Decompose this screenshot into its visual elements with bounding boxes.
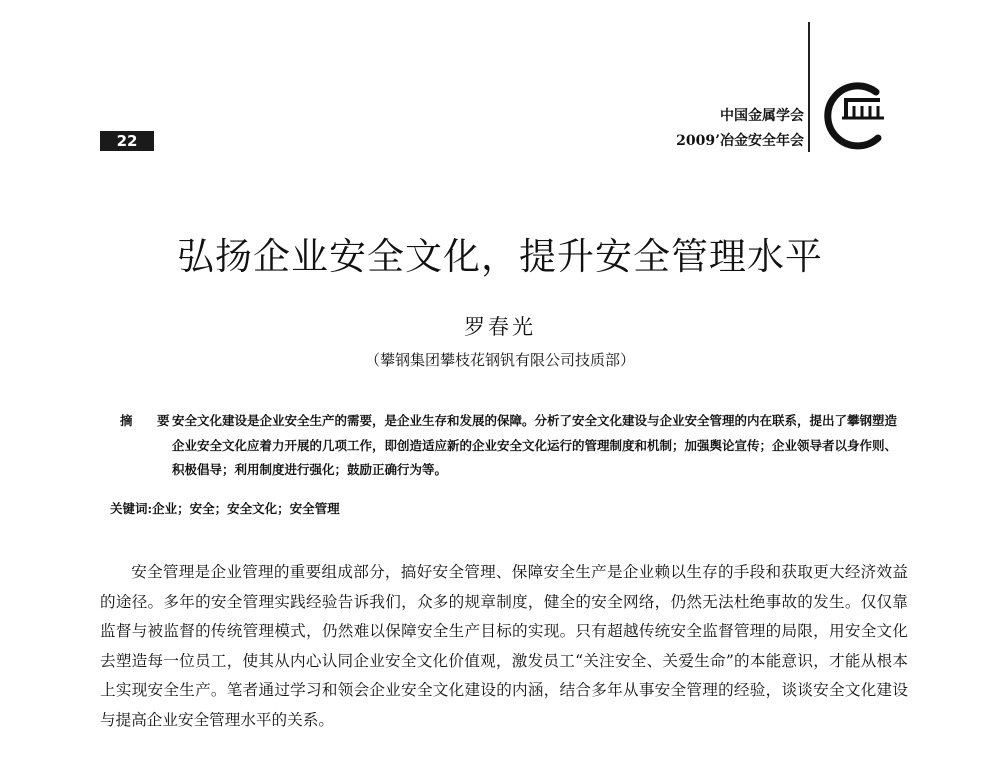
keywords xyxy=(110,499,900,517)
society-name: 中国金属学会 xyxy=(720,108,804,124)
abstract xyxy=(110,409,900,483)
abstract-text: 安全文化建设是企业安全生产的需要，是企业生存和发展的保障。分析了安全文化建设与企业安全管理的内在联系，提出了攀钢塑造企业安全文化应着力开展的几项工作，即创造适应新的企业安全文化运行的管理制度和机制；加强舆论宣传；企业领导者以身作则、积极倡导；利用制度进行强化；鼓励正确行为等。 xyxy=(172,413,898,477)
author-name: 罗春光 xyxy=(464,315,536,339)
body-paragraph: 安全管理是企业管理的重要组成部分，搞好安全管理、保障安全生产是企业赖以生存的手段和获取更大经济效益的途径。多年的安全管理实践经验告诉我们，众多的规章制度，健全的安全网络，仍然无法杜绝事故的发生。仅仅靠监督与被监督的传统管理模式，仍然难以保障安全生产目标的实现。只有超越传统安全监督管理的局限，用安全文化去塑造每一位员工，使其从内心认同企业安全文化价值观，激发员工“关注安全、关爱生命”的本能意识，才能从根本上实现安全生产。笔者通过学习和领会企业安全文化建设的内涵，结合多年从事安全管理的经验，谈谈安全文化建设与提高企业安全管理水平的关系。 xyxy=(100,563,908,729)
keywords-label: 关键词: xyxy=(110,501,153,516)
society-logo-icon xyxy=(818,80,896,150)
abstract-label: 摘 要: xyxy=(120,413,187,428)
keywords-text: 企业；安全；安全文化；安全管理 xyxy=(152,501,340,516)
conference-name: 2009’冶金安全年会 xyxy=(676,133,804,149)
article-title: 弘扬企业安全文化，提升安全管理水平 xyxy=(177,235,823,278)
running-header xyxy=(676,104,804,154)
author-affiliation: （攀钢集团攀枝花钢钒有限公司技质部） xyxy=(364,351,635,369)
page-number: 22 xyxy=(100,131,154,151)
header-divider xyxy=(808,22,810,152)
